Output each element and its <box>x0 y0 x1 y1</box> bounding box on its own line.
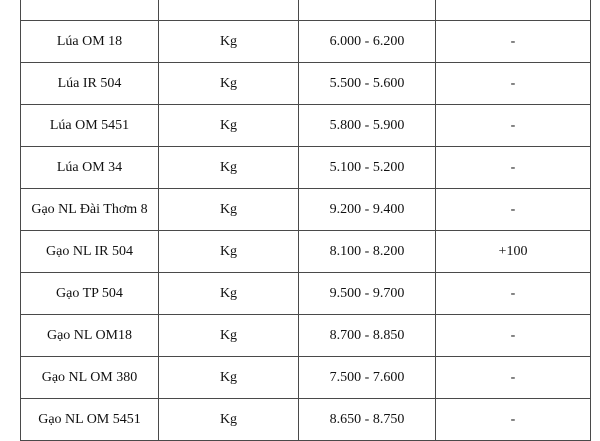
table-row <box>21 231 591 273</box>
header-cell <box>299 0 436 21</box>
change-cell: - <box>436 21 591 63</box>
table-row <box>21 105 591 147</box>
price-cell: 8.650 - 8.750 <box>299 399 436 441</box>
table-row <box>21 189 591 231</box>
table-row <box>21 63 591 105</box>
header-cell <box>21 0 159 21</box>
unit-cell: Kg <box>159 63 299 105</box>
table-row <box>21 399 591 441</box>
price-cell: 9.500 - 9.700 <box>299 273 436 315</box>
price-cell: 5.100 - 5.200 <box>299 147 436 189</box>
product-cell: Gạo NL OM 5451 <box>21 399 159 441</box>
table-header-row <box>21 0 591 21</box>
product-cell: Gạo NL OM 380 <box>21 357 159 399</box>
product-cell: Gạo NL Đài Thơm 8 <box>21 189 159 231</box>
table-row <box>21 357 591 399</box>
change-cell: +100 <box>436 231 591 273</box>
unit-cell: Kg <box>159 399 299 441</box>
change-cell: - <box>436 399 591 441</box>
price-cell: 8.100 - 8.200 <box>299 231 436 273</box>
unit-cell: Kg <box>159 189 299 231</box>
price-cell: 5.500 - 5.600 <box>299 63 436 105</box>
product-cell: Lúa IR 504 <box>21 63 159 105</box>
change-cell: - <box>436 357 591 399</box>
unit-cell: Kg <box>159 357 299 399</box>
price-cell: 8.700 - 8.850 <box>299 315 436 357</box>
product-cell: Lúa OM 18 <box>21 21 159 63</box>
product-cell: Gạo TP 504 <box>21 273 159 315</box>
unit-cell: Kg <box>159 147 299 189</box>
unit-cell: Kg <box>159 105 299 147</box>
change-cell: - <box>436 105 591 147</box>
price-cell: 5.800 - 5.900 <box>299 105 436 147</box>
change-cell: - <box>436 273 591 315</box>
table-row <box>21 21 591 63</box>
unit-cell: Kg <box>159 21 299 63</box>
change-cell: - <box>436 189 591 231</box>
table-row <box>21 315 591 357</box>
price-cell: 9.200 - 9.400 <box>299 189 436 231</box>
product-cell: Lúa OM 5451 <box>21 105 159 147</box>
rice-price-table <box>20 0 591 441</box>
product-cell: Gạo NL IR 504 <box>21 231 159 273</box>
price-cell: 6.000 - 6.200 <box>299 21 436 63</box>
product-cell: Gạo NL OM18 <box>21 315 159 357</box>
unit-cell: Kg <box>159 231 299 273</box>
price-cell: 7.500 - 7.600 <box>299 357 436 399</box>
header-cell <box>436 0 591 21</box>
unit-cell: Kg <box>159 315 299 357</box>
table-row <box>21 147 591 189</box>
header-cell <box>159 0 299 21</box>
change-cell: - <box>436 63 591 105</box>
change-cell: - <box>436 147 591 189</box>
change-cell: - <box>436 315 591 357</box>
unit-cell: Kg <box>159 273 299 315</box>
table-row <box>21 273 591 315</box>
product-cell: Lúa OM 34 <box>21 147 159 189</box>
